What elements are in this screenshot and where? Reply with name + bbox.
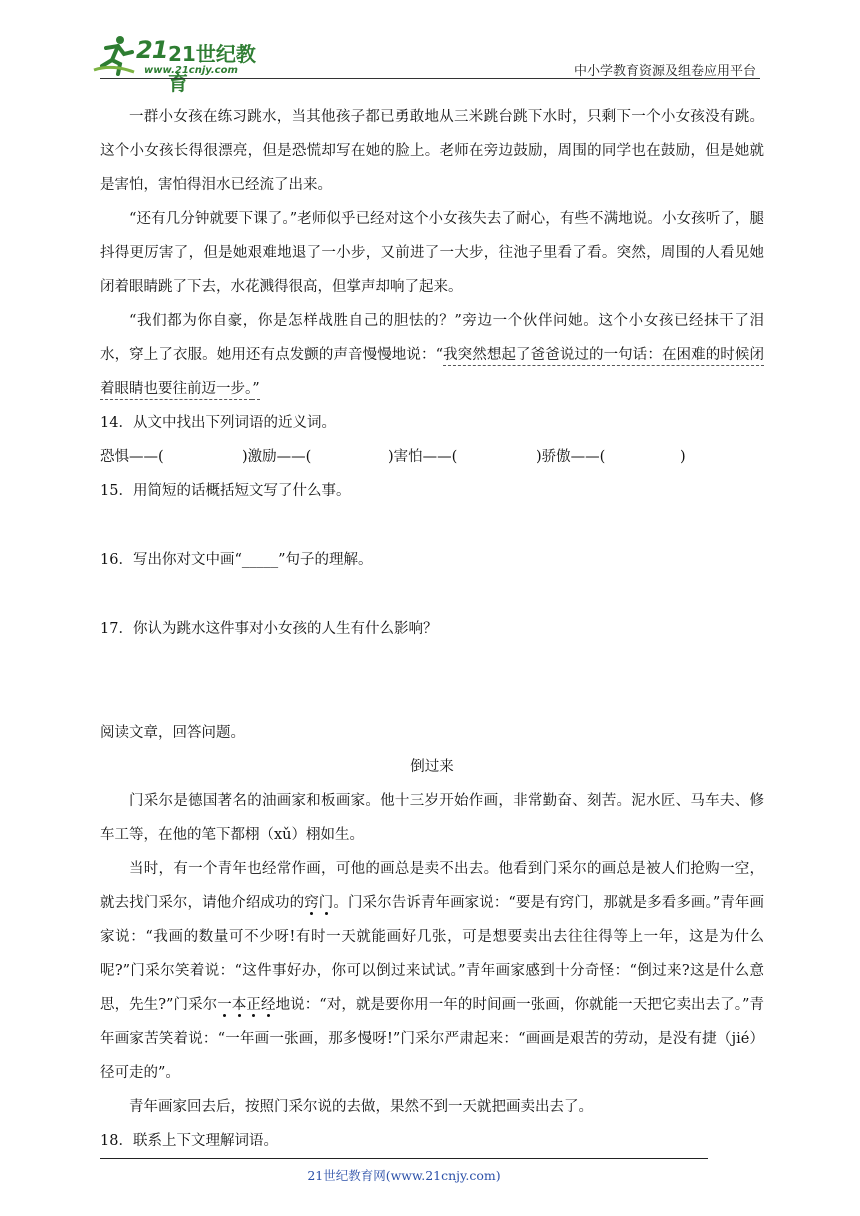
dot-char: 窍 [304,895,319,911]
dot-char: 门 [318,895,334,911]
article-paragraph [100,852,764,1090]
runner-logo-icon [92,34,136,76]
question-14: 14．从文中找出下列词语的近义词。 [100,415,336,431]
dot-char: 本 [231,997,247,1013]
site-logo [92,34,262,95]
fill-blank-close: ) [680,449,686,465]
footer-divider [100,1158,708,1159]
footer-text[interactable]: 21世纪教育网(www.21cnjy.com) [307,1168,501,1183]
question-16: 16．写出你对文中画“_____”句子的理解。 [100,552,373,568]
underlined-sentence: 我突然想起了爸爸说过的一句话：在困难的时候闭着眼睛也要往前迈一步。 [100,347,764,400]
section-instruction: 阅读文章，回答问题。 [100,725,245,741]
answer-space[interactable] [100,508,764,543]
fill-blank[interactable]: 恐惧——( [100,449,164,465]
fill-blank[interactable]: )激励——( [242,449,312,465]
logo-text: 21世纪教育 [168,42,256,95]
fill-blank[interactable]: )骄傲——( [536,449,606,465]
question-15: 15．用简短的话概括短文写了什么事。 [100,483,351,499]
article-title: 倒过来 [410,759,454,775]
passage1-paragraph: “还有几分钟就要下课了。”老师似乎已经对这个小女孩失去了耐心，有些不满地说。小女孩听了，腿抖得更厉害了，但是她艰难地退了一小步，又前进了一大步，往池子里看了看。突然，周围的人看见她闭着眼睛跳了下去，水花溅得很高，但掌声却响了起来。 [100,211,764,295]
article-paragraph: 青年画家回去后，按照门采尔说的去做，果然不到一天就把画卖出去了。 [129,1099,593,1115]
logo-url: www.21cnjy.com [144,65,238,76]
dot-char: 一 [217,997,232,1013]
dotted-word [304,895,333,911]
fill-blank[interactable]: )害怕——( [388,449,458,465]
document-body [100,100,764,1158]
paragraph-text: 当时，有一个青年也经常作画，可他的画总是卖不出去。他看到门采尔的画总是被人们抢购一空，就去找门采尔，请他介绍成功的 [100,861,764,911]
answer-space[interactable] [100,646,764,716]
paragraph-text: 地说：“对，就是要你用一年的时间画一张画，你就能一天把它卖出去了。”青年画家苦笑着说：“一年画一张画，那多慢呀!”门采尔严肃起来：“画画是艰苦的劳动，是没有捷（jié）径可走的”。 [100,997,765,1081]
passage1-paragraph: 一群小女孩在练习跳水，当其他孩子都已勇敢地从三米跳台跳下水时，只剩下一个小女孩没有跳。这个小女孩长得很漂亮，但是恐慌却写在她的脸上。老师在旁边鼓励，周围的同学也在鼓励，但是她就是害怕，害怕得泪水已经流了出来。 [100,109,764,193]
header-platform-text: 中小学教育资源及组卷应用平台 [573,64,756,79]
header-divider [100,78,760,79]
paragraph-text: ” [252,381,259,400]
passage1-paragraph [100,304,764,406]
dotted-word [217,997,275,1013]
logo-number: 21 [136,36,168,64]
dot-char: 经 [260,997,276,1013]
paragraph-text: “我们都为你自豪，你是怎样战胜自己的胆怯的？”旁边一个伙伴问她。这个小女孩已经抹干了泪水，穿上了衣服。她用还有点发颤的声音慢慢地说：“ [100,313,764,363]
q14-fill-blanks [100,440,764,474]
article-paragraph: 门采尔是德国著名的油画家和板画家。他十三岁开始作画，非常勤奋、刻苦。泥水匠、马车夫、修车工等，在他的笔下都栩（xǔ）栩如生。 [100,793,764,843]
question-17: 17．你认为跳水这件事对小女孩的人生有什么影响？ [100,621,438,637]
answer-space[interactable] [100,577,764,612]
page-header [0,0,860,95]
dot-char: 正 [246,997,261,1013]
question-18: 18．联系上下文理解词语。 [100,1133,278,1149]
paragraph-text: 。门采尔告诉青年画家说：“要是有窍门，那就是多看多画。”青年画家说：“我画的数量可不少呀!有时一天就能画好几张，可是想要卖出去往往得等上一年，这是为什么呢?”门采尔笑着说：“这件事好办，你可以倒过来试试。”青年画家感到十分奇怪：“倒过来?这是什么意思，先生?”门采尔 [100,895,765,1013]
